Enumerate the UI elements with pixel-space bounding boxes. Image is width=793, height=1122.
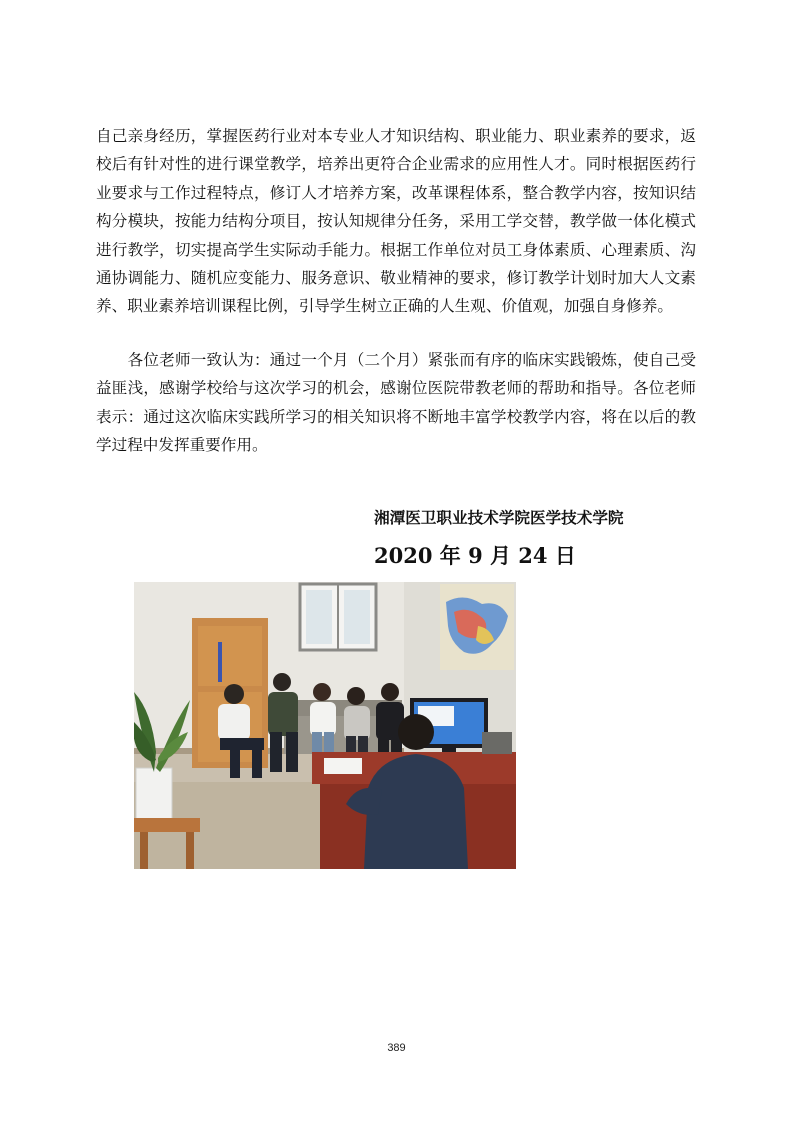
paragraph-line: 各位老师一致认为：通过一个月（二个月）紧张而有序的临床实践锻炼，使自己受 <box>96 351 696 369</box>
paragraph-line: 校后有针对性的进行课堂教学，培养出更符合企业需求的应用性人才。同时根据医药行 <box>96 155 696 174</box>
paragraph-line: 学过程中发挥重要作用。 <box>96 436 268 455</box>
paragraph-2 <box>96 346 696 460</box>
signature-date: 2020 年 9 月 24 日 <box>374 543 576 568</box>
paragraph-line: 自己亲身经历，掌握医药行业对本专业人才知识结构、职业能力、职业素养的要求，返 <box>96 127 696 145</box>
paragraph-line: 益匪浅，感谢学校给与这次学习的机会，感谢位医院带教老师的帮助和指导。各位老师 <box>96 379 696 398</box>
wall-map <box>440 584 514 670</box>
page-number: 389 <box>387 1042 406 1054</box>
meeting-photo <box>134 582 516 869</box>
paragraph-line: 通协调能力、随机应变能力、服务意识、敬业精神的要求，修订教学计划时加大人文素 <box>96 269 696 288</box>
paragraph-line: 表示：通过这次临床实践所学习的相关知识将不断地丰富学校教学内容，将在以后的教 <box>96 407 696 426</box>
paragraph-line: 进行教学，切实提高学生实际动手能力。根据工作单位对员工身体素质、心理素质、沟 <box>96 240 696 259</box>
meeting-photo-illustration <box>134 582 516 869</box>
paragraph-line: 构分模块，按能力结构分项目，按认知规律分任务，采用工学交替，教学做一体化模式 <box>96 212 696 231</box>
signature-organization: 湘潭医卫职业技术学院医学技术学院 <box>374 508 624 527</box>
paragraph-line: 养、职业素养培训课程比例，引导学生树立正确的人生观、价值观，加强自身修养。 <box>96 297 673 316</box>
paragraph-line: 业要求与工作过程特点，修订人才培养方案，改革课程体系，整合教学内容，按知识结 <box>96 183 696 202</box>
paragraph-1 <box>96 122 696 321</box>
